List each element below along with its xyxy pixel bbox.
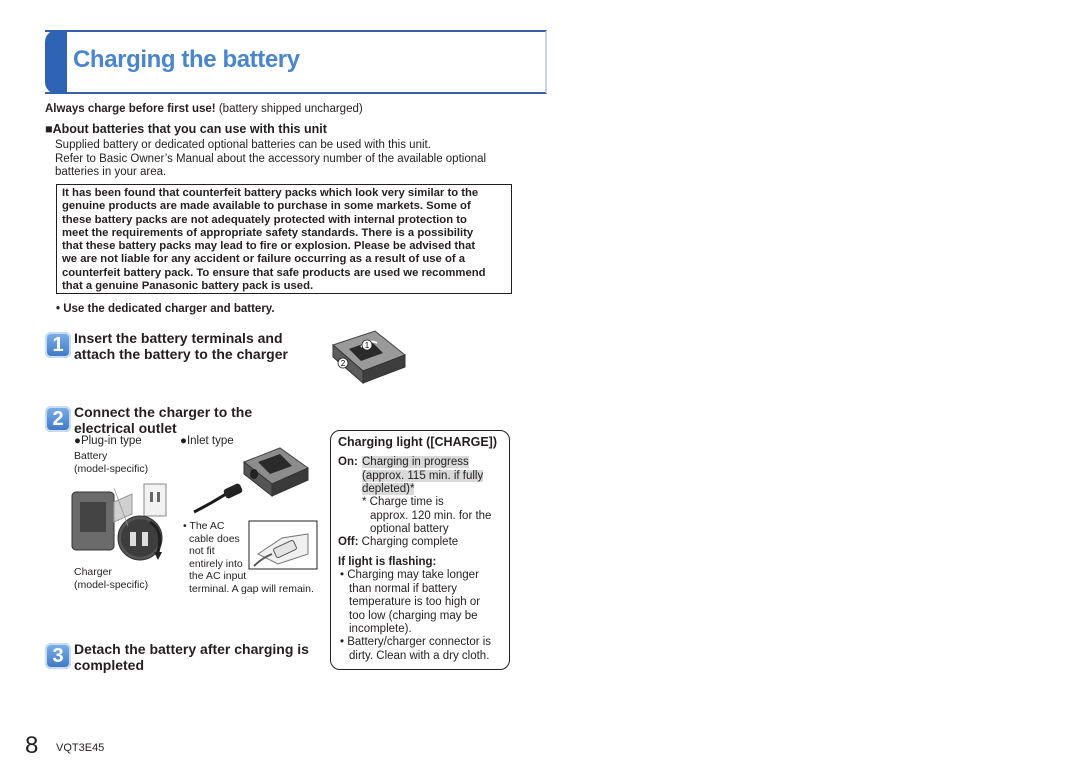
warning-line: genuine products are made available to purchase in some markets. Some of xyxy=(62,200,471,213)
ac-note-line: entirely into xyxy=(189,557,243,570)
warning-line: these battery packs are not adequately protected with internal protection to xyxy=(62,213,467,226)
page-number: 8 xyxy=(25,732,39,759)
charge-time-footnote xyxy=(362,496,491,537)
flashing-bullet-1 xyxy=(340,569,480,637)
step-2-badge: 2 xyxy=(45,406,71,432)
step-3-title xyxy=(74,641,309,673)
intro-bold: Always charge before first use! xyxy=(45,103,216,115)
ac-note-line: terminal. A gap will remain. xyxy=(189,582,314,595)
marker-2: 2 xyxy=(340,359,346,368)
title-banner xyxy=(45,30,547,92)
step-1-title xyxy=(74,330,288,362)
footnote-line: approx. 120 min. for the xyxy=(370,509,492,522)
off-text: Charging complete xyxy=(361,536,459,548)
charger-model-text: (model-specific) xyxy=(74,578,149,591)
warning-line: It has been found that counterfeit battery packs which look very similar to the xyxy=(62,187,479,199)
bullet1-line: incomplete). xyxy=(349,623,412,635)
page-title: Charging the battery xyxy=(73,46,300,73)
square-bullet-icon: ■ xyxy=(45,122,53,136)
on-description xyxy=(362,456,504,497)
flashing-heading: If light is flashing: xyxy=(338,556,437,568)
ac-note-line: the AC input xyxy=(189,570,247,582)
counterfeit-warning-box xyxy=(56,184,512,294)
step-2-title xyxy=(74,404,252,436)
warning-line: that these battery packs may lead to fire or explosion. Please be advised that xyxy=(62,240,476,253)
step-2-line-1: Connect the charger to the xyxy=(74,404,253,420)
charger-label-text: Charger xyxy=(74,566,112,578)
about-heading-text: About batteries that you can use with this unit xyxy=(52,122,327,136)
bullet1-line: temperature is too high or xyxy=(349,596,481,608)
bullet1-line: than normal if battery xyxy=(349,582,458,595)
inlet-type-label: ●Inlet type xyxy=(180,435,234,447)
flashing-bullet-2 xyxy=(340,636,491,663)
step-1-line-1: Insert the battery terminals and xyxy=(74,330,283,346)
about-text xyxy=(55,139,486,180)
ac-input-detail-figure xyxy=(248,520,318,570)
use-note: • Use the dedicated charger and battery. xyxy=(56,303,275,315)
ac-note-line: cable does xyxy=(189,532,240,545)
off-label: Off: xyxy=(338,536,359,548)
intro-line xyxy=(45,103,363,117)
inlet-charger-figure xyxy=(190,442,312,522)
step-3-badge: 3 xyxy=(45,643,71,669)
about-line-3: batteries in your area. xyxy=(55,166,167,178)
charging-light-title: Charging light ([CHARGE]) xyxy=(338,435,498,449)
off-row xyxy=(338,536,458,550)
about-line-2: Refer to Basic Owner’s Manual about the accessory number of the available optional xyxy=(55,152,487,165)
on-label-text: On: xyxy=(338,456,358,468)
plug-in-type-label: ●Plug-in type xyxy=(74,435,142,447)
bullet1-line: too low (charging may be xyxy=(349,609,478,622)
bullet1-line: • Charging may take longer xyxy=(340,569,479,581)
step-1-line-2: attach the battery to the charger xyxy=(74,346,288,362)
footnote-line: * Charge time is xyxy=(362,496,444,508)
footnote-line: optional battery xyxy=(370,523,449,535)
on-label xyxy=(338,456,358,470)
title-accent-fill xyxy=(55,30,67,94)
step-3-line-2: completed xyxy=(74,657,145,673)
ac-note-line: • The AC xyxy=(183,520,225,532)
plug-in-charger-figure xyxy=(68,472,180,572)
warning-line: we are not liable for any accident or failure occurring as a result of use of a xyxy=(62,253,466,266)
on-line: Charging in progress xyxy=(362,456,469,468)
warning-line: that a genuine Panasonic battery pack is used. xyxy=(62,280,314,293)
model-code: VQT3E45 xyxy=(56,742,105,754)
about-heading xyxy=(45,122,327,136)
on-line: (approx. 115 min. if fully xyxy=(362,469,484,482)
battery-model-text: (model-specific) xyxy=(74,462,149,475)
intro-rest: (battery shipped uncharged) xyxy=(215,103,363,115)
step-2-line-2: electrical outlet xyxy=(74,420,177,436)
about-line-1: Supplied battery or dedicated optional batteries can be used with this unit. xyxy=(55,139,431,151)
on-line: depleted)* xyxy=(362,483,415,495)
battery-label-text: Battery xyxy=(74,450,108,462)
marker-1: 1 xyxy=(364,341,370,350)
bullet2-line: • Battery/charger connector is xyxy=(340,636,492,648)
battery-insert-figure xyxy=(325,325,410,387)
warning-line: meet the requirements of appropriate safety standards. There is a possibility xyxy=(62,226,474,239)
step-1-badge: 1 xyxy=(45,332,71,358)
step-3-line-1: Detach the battery after charging is xyxy=(74,641,309,657)
ac-note-line: not fit xyxy=(189,545,215,557)
warning-line: counterfeit battery pack. To ensure that safe products are used we recommend xyxy=(62,266,486,279)
bullet2-line: dirty. Clean with a dry cloth. xyxy=(349,649,490,662)
